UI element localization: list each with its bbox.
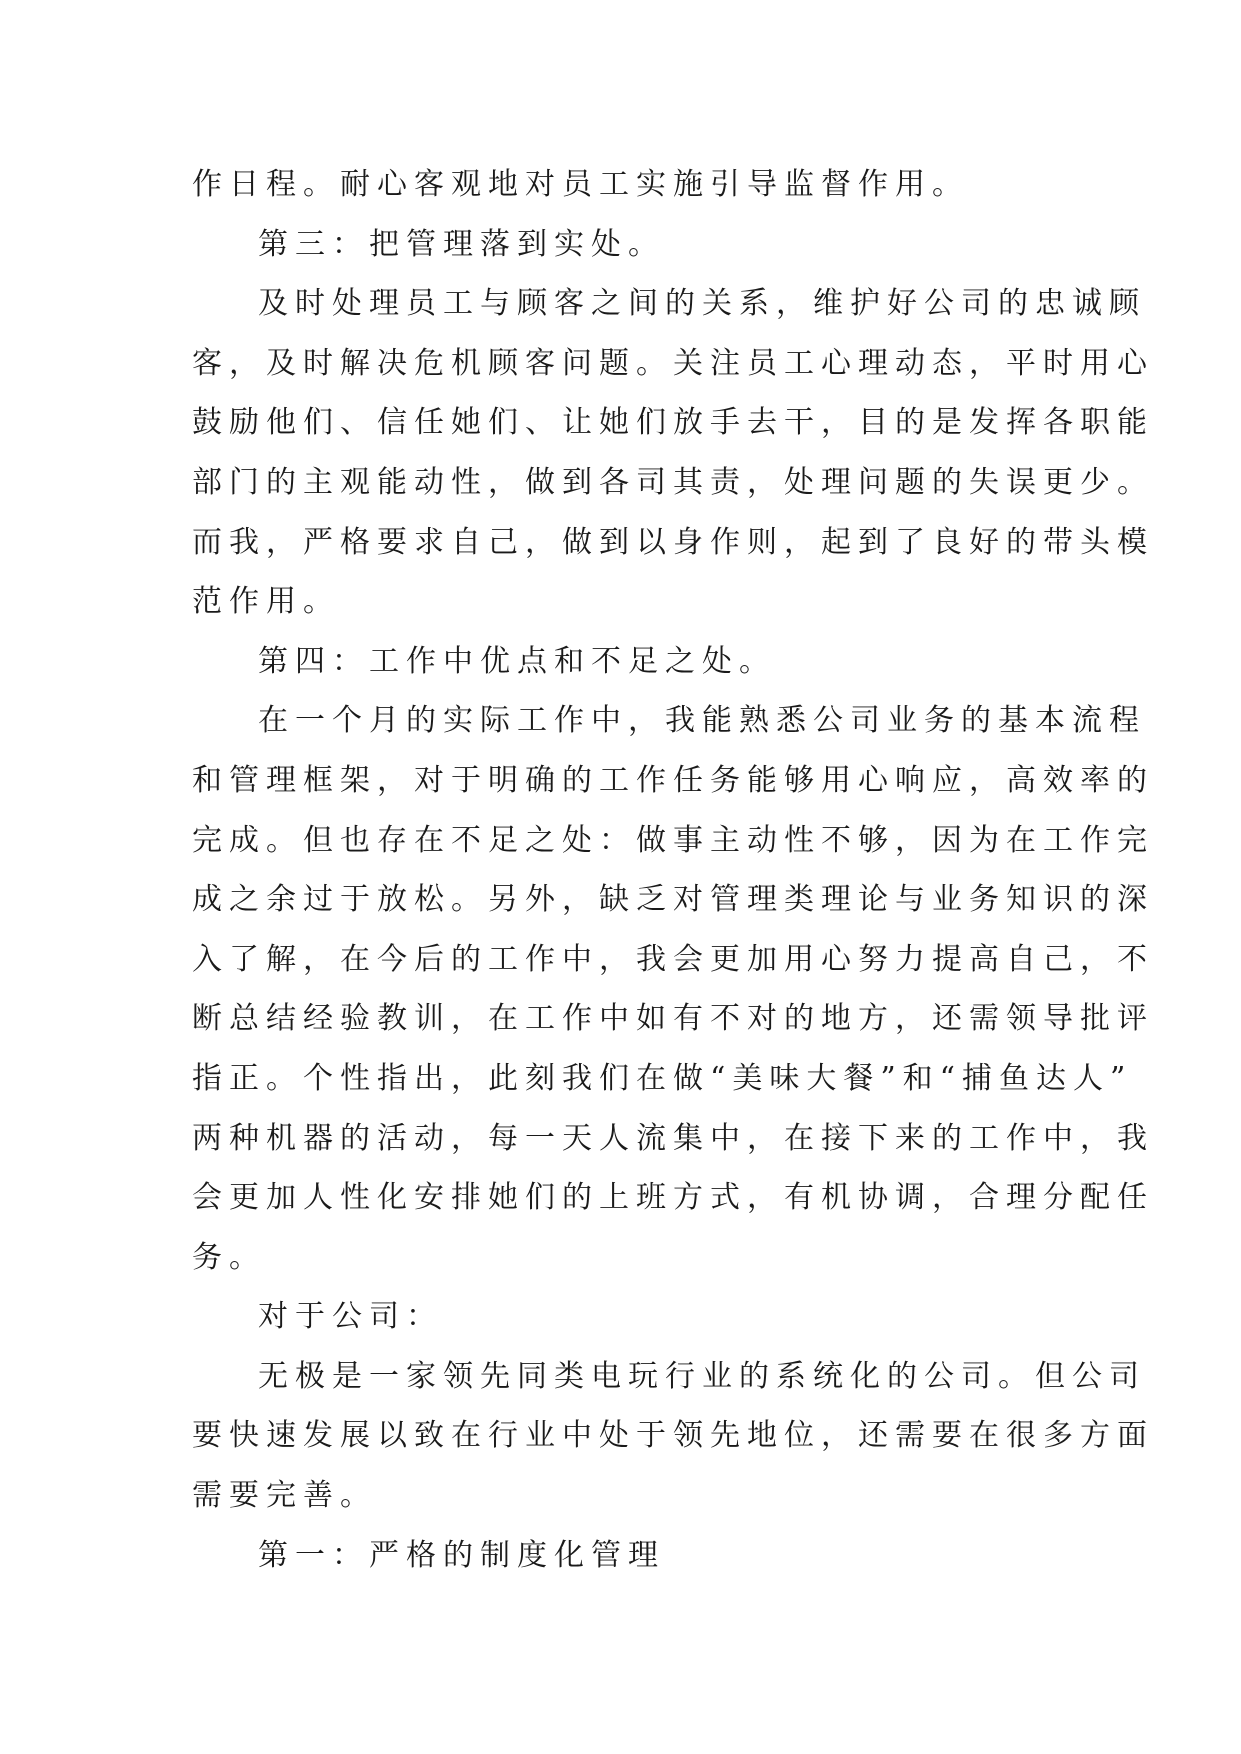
text-line: 作日程。耐心客观地对员工实施引导监督作用。 — [192, 167, 969, 202]
text-line: 两种机器的活动，每一天人流集中，在接下来的工作中，我 — [192, 1120, 1154, 1156]
section-heading-line: 第四：工作中优点和不足之处。 — [258, 643, 776, 679]
text-line: 指正。个性指出，此刻我们在做“美味大餐”和“捕鱼达人” — [192, 1060, 1133, 1096]
body-text — [192, 155, 1154, 1585]
section-heading-line: 对于公司： — [258, 1299, 443, 1335]
text-line: 需要完善。 — [192, 1478, 377, 1514]
text-line: 客，及时解决危机顾客问题。关注员工心理动态，平时用心 — [192, 345, 1154, 381]
text-line: 范作用。 — [192, 584, 340, 620]
text-line: 成之余过于放松。另外，缺乏对管理类理论与业务知识的深 — [192, 882, 1154, 918]
text-line: 会更加人性化安排她们的上班方式，有机协调，合理分配任 — [192, 1180, 1154, 1216]
text-line: 断总结经验教训，在工作中如有不对的地方，还需领导批评 — [192, 1001, 1154, 1037]
text-line: 和管理框架，对于明确的工作任务能够用心响应，高效率的 — [192, 762, 1154, 798]
text-line: 及时处理员工与顾客之间的关系，维护好公司的忠诚顾 — [258, 286, 1146, 322]
text-line: 务。 — [192, 1239, 266, 1275]
text-line: 鼓励他们、信任她们、让她们放手去干，目的是发挥各职能 — [192, 405, 1154, 441]
text-line: 要快速发展以致在行业中处于领先地位，还需要在很多方面 — [192, 1418, 1154, 1454]
text-line: 入了解，在今后的工作中，我会更加用心努力提高自己，不 — [192, 941, 1154, 977]
text-line: 无极是一家领先同类电玩行业的系统化的公司。但公司 — [258, 1358, 1146, 1394]
text-line: 部门的主观能动性，做到各司其责，处理问题的失误更少。 — [192, 464, 1154, 500]
text-line: 完成。但也存在不足之处：做事主动性不够，因为在工作完 — [192, 822, 1154, 858]
section-heading-line: 第三：把管理落到实处。 — [258, 226, 665, 262]
text-line: 而我，严格要求自己，做到以身作则，起到了良好的带头模 — [192, 524, 1154, 560]
text-line: 在一个月的实际工作中，我能熟悉公司业务的基本流程 — [258, 703, 1146, 739]
section-heading-line: 第一：严格的制度化管理 — [258, 1537, 665, 1573]
